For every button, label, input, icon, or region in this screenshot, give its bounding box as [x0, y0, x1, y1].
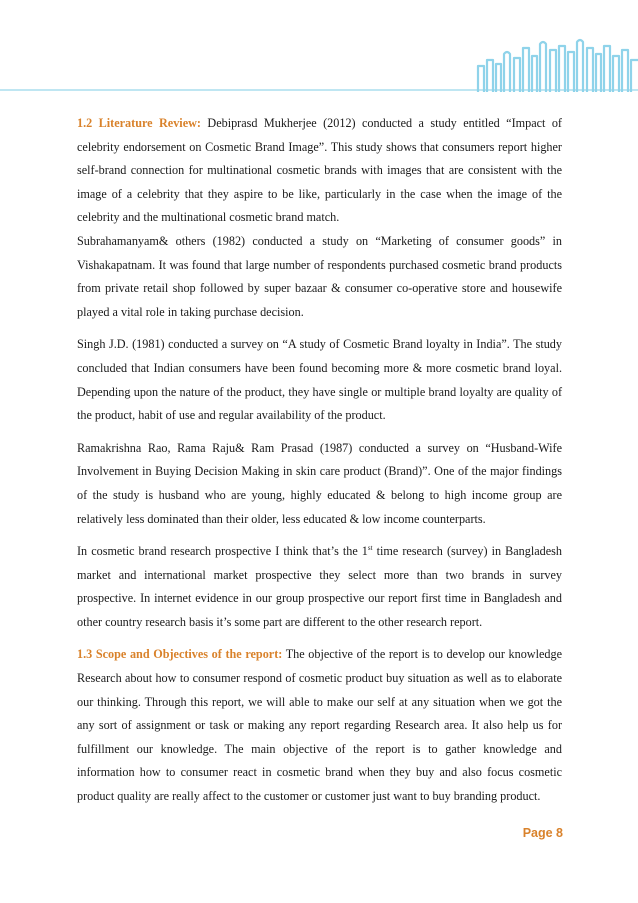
- page-number: Page 8: [522, 826, 563, 840]
- page-body: [77, 112, 562, 809]
- section-heading-scope-objectives: 1.3 Scope and Objectives of the report:: [77, 647, 283, 662]
- city-skyline-icon: [470, 20, 638, 92]
- scope-objectives-paragraph: [77, 643, 562, 808]
- paragraph-subrahamanyam: Subrahamanyam& others (1982) conducted a study on “Marketing of consumer goods” in Vishakapatnam. It was found that large number of respondents purchased cosmetic brand products from private retail shop followed by super bazaar & consumer co-operative store and housewife played a vital role in taking purchase decision.: [77, 233, 562, 319]
- paragraph-ramakrishna: Ramakrishna Rao, Rama Raju& Ram Prasad (1987) conducted a survey on “Husband-Wife Involvement in Buying Decision Making in skin care product (Brand)”. One of the major findings of the study is husband who are young, highly educated & belong to high income group are relatively less dominated than their older, less educated & low income counterparts.: [77, 440, 562, 526]
- paragraph-text: The objective of the report is to develop our knowledge Research about how to consumer respond of cosmetic product buy situation as well as to elaborate our thinking. Through this report, we will able to make our self at any situation when we got the any sort of assignment or task or making any report regarding Research area. It also help us for fulfillment our knowledge. The main objective of the report is to gather knowledge and information how to consumer react in cosmetic brand when they buy and also focus cosmetic product quality are really affect to the customer or customer just want to buy branding product.: [77, 647, 562, 804]
- section-heading-literature-review: 1.2 Literature Review:: [77, 116, 201, 130]
- paragraph-research-prospective: [77, 540, 562, 634]
- paragraph-text: In cosmetic brand research prospective I think that’s the 1: [77, 544, 368, 559]
- literature-review-paragraph: [77, 112, 562, 230]
- paragraph-singh: Singh J.D. (1981) conducted a survey on “A study of Cosmetic Brand loyalty in India”. The study concluded that Indian consumers have been found becoming more & more cosmetic brand loyal. Depending upon the nature of the product, they have single or multiple brand loyalty are quality of the product, habit of use and regular availability of the product.: [77, 337, 562, 423]
- paragraph-text: Debiprasd Mukherjee (2012) conducted a study entitled “Impact of celebrity endorsement on Cosmetic Brand Image”. This study shows that consumers report higher self-brand connection for multinational cosmetic brands with images that are consistent with the image of a celebrity that they aspire to be like, particularly in the case when the image of the celebrity and the multinational cosmetic brand match.: [77, 116, 562, 225]
- ordinal-superscript: st: [367, 544, 373, 553]
- paragraph-text: time research (survey) in Bangladesh market and international market prospective they select more than two brands in survey prospective. In internet evidence in our group prospective our report first time in Bangladesh and other country research basis it’s some part are different to the other research report.: [77, 544, 562, 629]
